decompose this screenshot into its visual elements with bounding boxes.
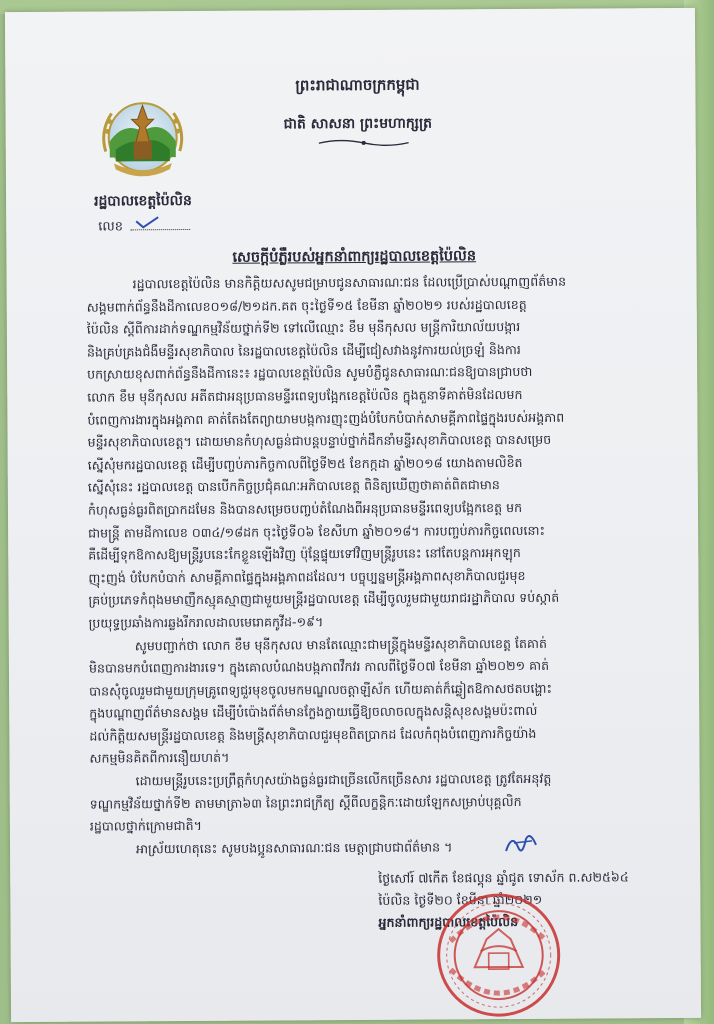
national-motto: ជាតិ សាសនា ព្រះមហាក្សត្រ	[283, 115, 433, 133]
kingdom-heading: ព្រះរាជាណាចក្រកម្ពុជា	[295, 75, 420, 95]
body-line: សង្គមពាក់ព័ន្ធនឹងដីកាលេខ០១៨/២១ដក.គត ចុះថ្ងៃទី១៥ ខែមីនា ឆ្នាំ២០២១ របស់រដ្ឋបាលខេត្ត	[86, 296, 527, 315]
provincial-emblem-icon	[93, 91, 192, 188]
paragraph-3	[90, 767, 690, 838]
body-line: ក្នុងបណ្តាញព័ត៌មានសង្គម ដើម្បីបំប៉ោងព័ត៌មានក្លែងក្លាយធ្វើឱ្យចលាចលក្នុងសន្តិសុខសង្គមប៉ះពាល់	[89, 703, 538, 721]
document-body	[87, 270, 691, 861]
handwritten-signature-icon	[502, 829, 542, 859]
solar-date: ប៉ៃលិន ថ្ងៃទី២០ ខែមីនា ឆ្នាំ២០២១	[378, 891, 543, 908]
lunar-date: ថ្ងៃសៅរ៍ ៧កើត ខែផល្គុន ឆ្នាំជូត ទោស័ក ព.ស២៥៦៤	[378, 869, 629, 886]
body-line: ដល់កិត្តិយសមន្ត្រីរដ្ឋបាលខេត្ត និងមន្ត្រីសុខាភិបាលជួរមុខពិតប្រាកដ ដែលកំពុងបំពេញភារកិច្ចយ៉ាង	[89, 725, 537, 744]
body-line: គ្រប់ប្រភេទកំពុងមមាញឹកស្មុគស្មាញជាមួយមន្ត្រីរដ្ឋបាលខេត្ត ដើម្បីចូលរួមជាមួយរាជរដ្ឋាភិបាល ទប់ស្កាត់	[88, 590, 560, 608]
body-line: បកស្រាយខុសពាក់ព័ន្ធនឹងដីកានេះ៖ រដ្ឋបាលខេត្តប៉ៃលិន សូមបំភ្លឺជូនសាធារណៈជនឱ្យបានជ្រាបថា	[87, 364, 533, 382]
body-line: មន្ទីរសុខាភិបាលខេត្ត។ ដោយមានកំហុសធ្ងន់ជាបន្តបន្ទាប់ថ្នាក់ដឹកនាំមន្ទីរសុខាភិបាលខេត្ត បានសម្រេច	[87, 431, 552, 450]
body-line: បំពេញការងារក្នុងអង្គភាព គាត់តែងតែព្យាយាមបង្កការញុះញង់បំបែកបំបាក់សាមគ្គីភាពផ្ទៃក្នុងរបស់អង្គភាព	[87, 409, 565, 428]
paragraph-2	[89, 631, 690, 770]
body-line: ប្រយុទ្ធប្រឆាំងការឆ្លងរីករាលដាលមេរោគកូវីដ-១៩។	[88, 614, 324, 631]
issuing-agency: រដ្ឋបាលខេត្តប៉ៃលិន	[94, 192, 192, 210]
document-page	[5, 8, 701, 1022]
body-line: គឺដើម្បីទុកឱកាសឱ្យមន្ត្រីរូបនេះកែខ្លួនឡើងវិញ ប៉ុន្តែផ្ទុយទៅវិញមន្ត្រីរូបនេះ នៅតែបន្តការអុកឡុក	[88, 545, 521, 563]
body-line: បានសុំចូលរួមជាមួយក្រុមគ្រូពេទ្យជួរមុខចូលមកមណ្ឌលចត្តាឡីស័ក ហើយគាត់ក៏ឆ្លៀតឱកាសថតបង្ហោះ	[89, 680, 553, 699]
body-line: និងគ្រប់គ្រងជំងឺមន្ទីរសុខាភិបាល នៃរដ្ឋបាលខេត្តប៉ៃលិន ដើម្បីជៀសវាងនូវការយល់ច្រឡំ និងការ	[86, 341, 521, 360]
paragraph-4	[90, 835, 690, 861]
body-line: ជាមន្ត្រី តាមដីកាលេខ ០៣៤/១៨ដក ចុះថ្ងៃទី០៦ ខែសីហា ឆ្នាំ២០១៨។ ការបញ្ចប់ភារកិច្ចពេលនោះ	[88, 522, 546, 541]
body-line: សូមបញ្ជាក់ថា លោក ខឹម មុនីកុសល មានតែឈ្មោះជាមន្ត្រីក្នុងមន្ទីរសុខាភិបាលខេត្ត តែគាត់	[134, 635, 548, 653]
body-line: ស្នើសុំនេះ រដ្ឋបាលខេត្ត បានបើកកិច្ចប្រជុំគណៈអភិបាលខេត្ត ពិនិត្យឃើញថាគាត់ពិតជាមាន	[87, 477, 500, 495]
reference-number-label: លេខ	[98, 219, 124, 235]
body-line: ញុះញង់ បំបែកបំបាក់ សាមគ្គីភាពផ្ទៃក្នុងអង្គភាពដដែល។ បច្ចុប្បន្នមន្ត្រីអង្គភាពសុខាភិបាលជួរមុខ	[88, 567, 526, 586]
body-line: លោក ខឹម មុនីកុសល អតីតជាអនុប្រធានមន្ទីរពេទ្យបង្អែកខេត្តប៉ៃលិន ក្នុងតួនាទីគាត់មិនដែលមក	[87, 386, 523, 405]
body-line: ប៉ៃលិន ស្តីពីការដាក់ទណ្ឌកម្មវិន័យថ្នាក់ទី២ ទៅលើឈ្មោះ ខឹម មុនីកុសល មន្ត្រីការិយាល័យបង្ការ	[86, 319, 521, 337]
document-title: សេចក្តីបំភ្លឺរបស់អ្នកនាំពាក្យរដ្ឋបាលខេត្តប៉ៃលិន	[232, 248, 477, 266]
body-line: ស្នើសុំមករដ្ឋបាលខេត្ត ដើម្បីបញ្ចប់ភារកិច្ចកាលពីថ្ងៃទី២៥ ខែកក្កដា ឆ្នាំ២០១៨ យោងតាមលិខិត	[87, 454, 523, 473]
paragraph-1	[87, 270, 689, 635]
body-line: អាស្រ័យហេតុនេះ សូមបងប្អូនសាធារណៈជន មេត្តាជ្រាបជាព័ត៌មាន ។	[135, 839, 453, 857]
body-line: ដោយមន្ត្រីរូបនេះប្រព្រឹត្តកំហុសយ៉ាងធ្ងន់ធ្ងរជាច្រើនលើកច្រើនសារ រដ្ឋបាលខេត្ត ត្រូវតែអនុវត្ត	[135, 770, 552, 789]
body-line: សកម្មមិនគិតពីការនឿយហត់។	[89, 750, 230, 767]
body-line: រដ្ឋបាលថ្នាក់ក្រោមជាតិ។	[89, 818, 202, 834]
body-line: រដ្ឋបាលខេត្តប៉ៃលិន មានកិត្តិយសសូមជម្រាបជូនសាធារណៈជន ដែលប្រើប្រាស់បណ្តាញព័ត៌មាន	[132, 273, 567, 292]
signatory-title: អ្នកនាំពាក្យរដ្ឋបាលខេត្តប៉ៃលិន	[378, 913, 519, 930]
body-line: កំហុសធ្ងន់ធ្ងរពិតប្រាកដមែន និងបានសម្រេចបញ្ចប់តំណែងពីអនុប្រធានមន្ទីរពេទ្យបង្អែកខេត្ត មក	[87, 499, 523, 518]
ornament-divider-icon	[319, 138, 409, 149]
official-seal-icon	[428, 889, 569, 1020]
body-line: មិនបានមកបំពេញការងារទេ។ ក្នុងគោលបំណងបង្កភាពវឹកវរ កាលពីថ្ងៃទី០៧ ខែមីនា ឆ្នាំ២០២១ គាត់	[88, 657, 550, 676]
handwritten-check-icon	[134, 215, 160, 229]
body-line: ទណ្ឌកម្មវិន័យថ្នាក់ទី២ តាមមាត្រា៦៣ នៃព្រះរាជក្រឹត្យ ស្តីពីលក្ខន្តិកៈដោយឡែកសម្រាប់បុគ្គលិក	[89, 793, 522, 812]
